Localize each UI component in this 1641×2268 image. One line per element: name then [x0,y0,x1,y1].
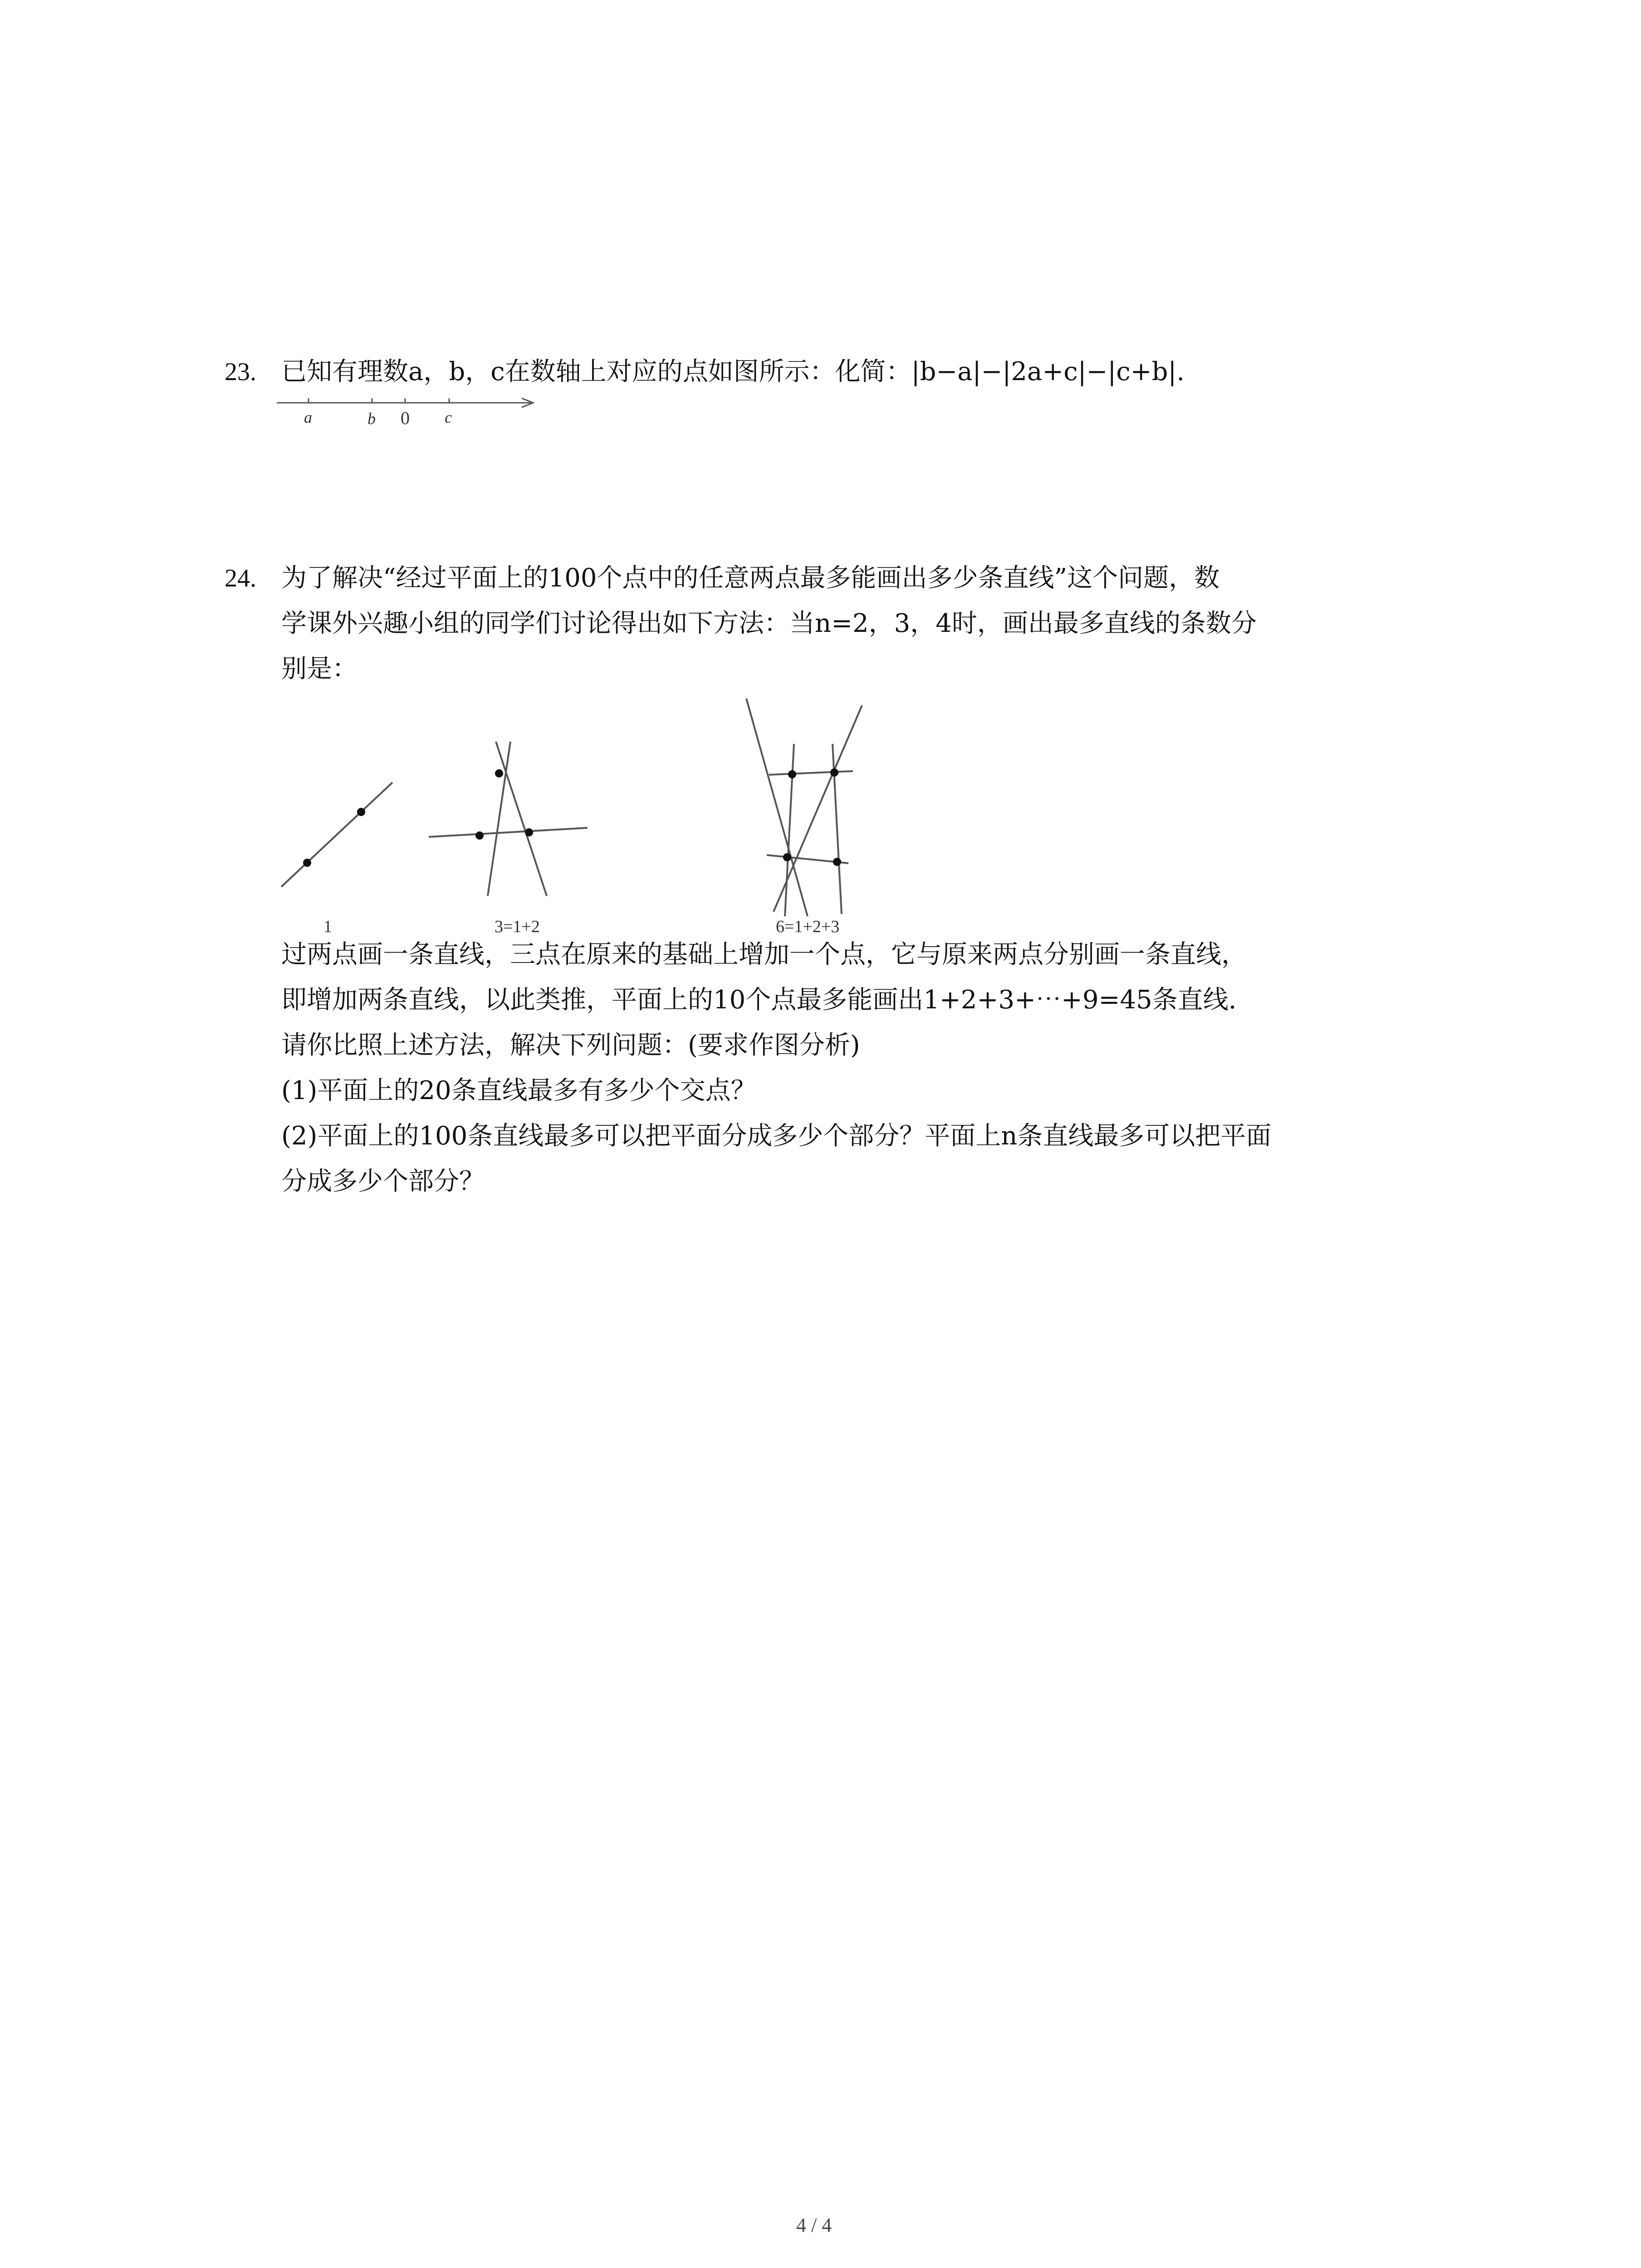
numberline-label-0: 0 [401,408,410,428]
figure-three-points [426,708,599,936]
figure-caption-3: 6=1+2+3 [776,917,840,936]
numberline-label-c: c [445,408,452,426]
q23-text: 已知有理数a，b，c在数轴上对应的点如图所示：化简：|b−a|−|2a+c|−|c+b|. [281,357,1185,386]
numberline-label-a: a [304,408,312,426]
q24-number: 24. [225,564,256,592]
q24-line-3: 别是： [281,654,358,684]
page-number: 4 / 4 [796,2214,832,2236]
figure-caption-1: 1 [323,917,332,936]
number-line [277,390,549,431]
q24-subquestion-1: (1)平面上的20条直线最多有多少个交点？ [281,1076,756,1105]
q24-line-1: 为了解决“经过平面上的100个点中的任意两点最多能画出多少条直线”这个问题，数 [281,563,1220,593]
figure-caption-2: 3=1+2 [495,917,540,936]
q24-after-line-3: 请你比照上述方法，解决下列问题：(要求作图分析) [281,1031,860,1060]
figure-four-points [744,685,889,936]
q24-after-line-1: 过两点画一条直线，三点在原来的基础上增加一个点，它与原来两点分别画一条直线， [281,940,1247,969]
numberline-label-b: b [367,410,376,428]
q24-line-2: 学课外兴趣小组的同学们讨论得出如下方法：当n=2，3，4时，画出最多直线的条数分 [281,609,1257,638]
q23-number: 23. [225,358,256,386]
q24-after-line-2: 即增加两条直线，以此类推，平面上的10个点最多能画出1+2+3+⋯+9=45条直线. [281,985,1237,1015]
q24-subquestion-2: (2)平面上的100条直线最多可以把平面分成多少个部分？平面上n条直线最多可以把平面 [281,1121,1272,1151]
q24-subquestion-2-cont: 分成多少个部分？ [281,1167,485,1196]
figure-two-points [272,708,408,936]
